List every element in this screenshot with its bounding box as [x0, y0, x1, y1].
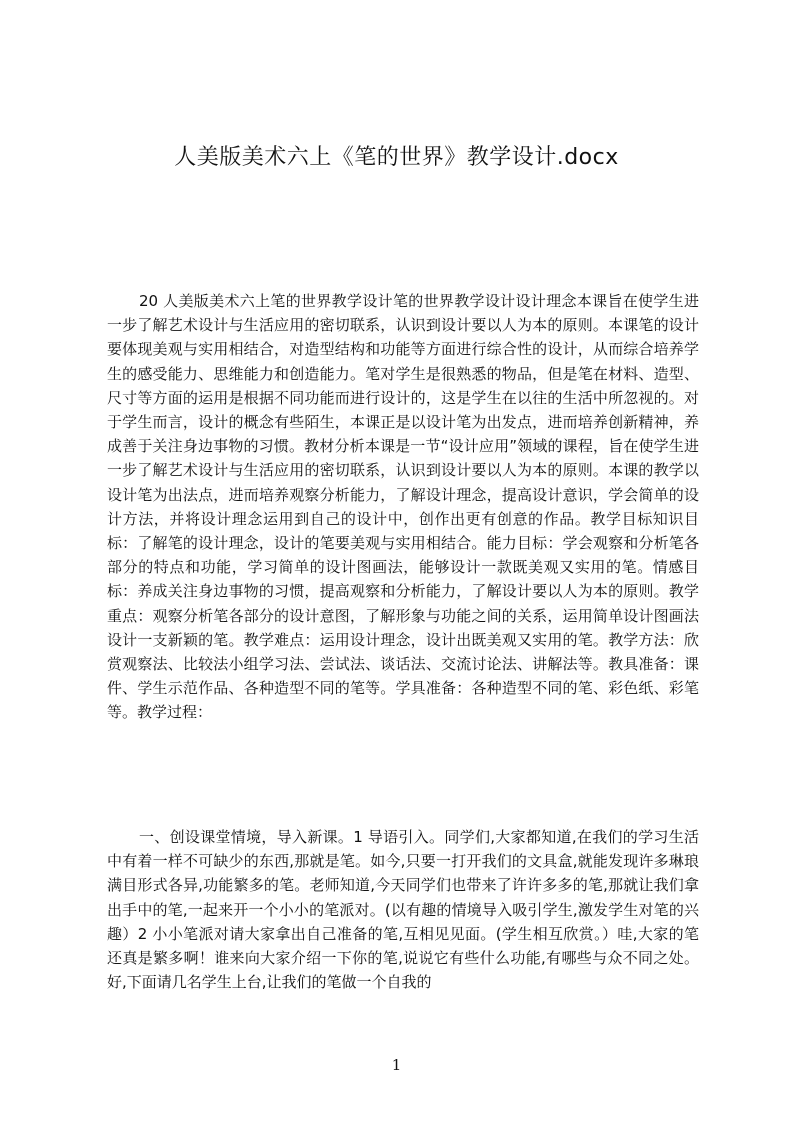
document-title: 人美版美术六上《笔的世界》教学设计.docx [174, 145, 619, 170]
body-paragraph: 20 人美版美术六上笔的世界教学设计笔的世界教学设计设计理念本课旨在使学生进一步了解艺术设计与生活应用的密切联系，认识到设计要以人为本的原则。本课笔的设计要体现美观与实用相结合，对造型结构和功能等方面进行综合性的设计，从而综合培养学生的感受能力、思维能力和创造能力。笔对学生是很熟悉的物品，但是笔在材料、造型、尺寸等方面的运用是根据不同功能而进行设计的，这是学生在以往的生活中所忽视的。对于学生而言，设计的概念有些陌生，本课正是以设计笔为出发点，进而培养创新精神，养成善于关注身边事物的习惯。教材分析本课是一节“设计应用”领域的课程，旨在使学生进一步了解艺术设计与生活应用的密切联系，认识到设计要以人为本的原则。本课的教学以设计笔为出法点，进而培养观察分析能力，了解设计理念，提高设计意识，学会简单的设计方法，并将设计理念运用到自己的设计中，创作出更有创意的作品。教学目标知识目标：了解笔的设计理念，设计的笔要美观与实用相结合。能力目标：学会观察和分析笔各部分的特点和功能，学习简单的设计图画法，能够设计一款既美观又实用的笔。情感目标：养成关注身边事物的习惯，提高观察和分析能力，了解设计要以人为本的原则。教学重点：观察分析笔各部分的设计意图，了解形象与功能之间的关系，运用简单设计图画法设计一支新颖的笔。教学难点：运用设计理念，设计出既美观又实用的笔。教学方法：欣赏观察法、比较法小组学习法、尝试法、谈话法、交流讨论法、讲解法等。教具准备：课件、学生示范作品、各种造型不同的笔等。学具准备：各种造型不同的笔、彩色纸、彩笔等。教学过程： [107, 292, 699, 722]
page-number: 1 [391, 1056, 402, 1074]
body-paragraph: 一、创设课堂情境，导入新课。1 导语引入。同学们,大家都知道,在我们的学习生活中有着一样不可缺少的东西,那就是笔。如今,只要一打开我们的文具盒,就能发现许多琳琅满目形式各异,功能繁多的笔。老师知道,今天同学们也带来了许许多多的笔,那就让我们拿出手中的笔,一起来开一个小小的笔派对。(以有趣的情境导入吸引学生,激发学生对笔的兴趣）2 小小笔派对请大家拿出自己准备的笔,互相见见面。(学生相互欣赏。）哇,大家的笔还真是繁多啊！谁来向大家介绍一下你的笔,说说它有些什么功能,有哪些与众不同之处。好,下面请几名学生上台,让我们的笔做一个自我的 [107, 828, 699, 992]
